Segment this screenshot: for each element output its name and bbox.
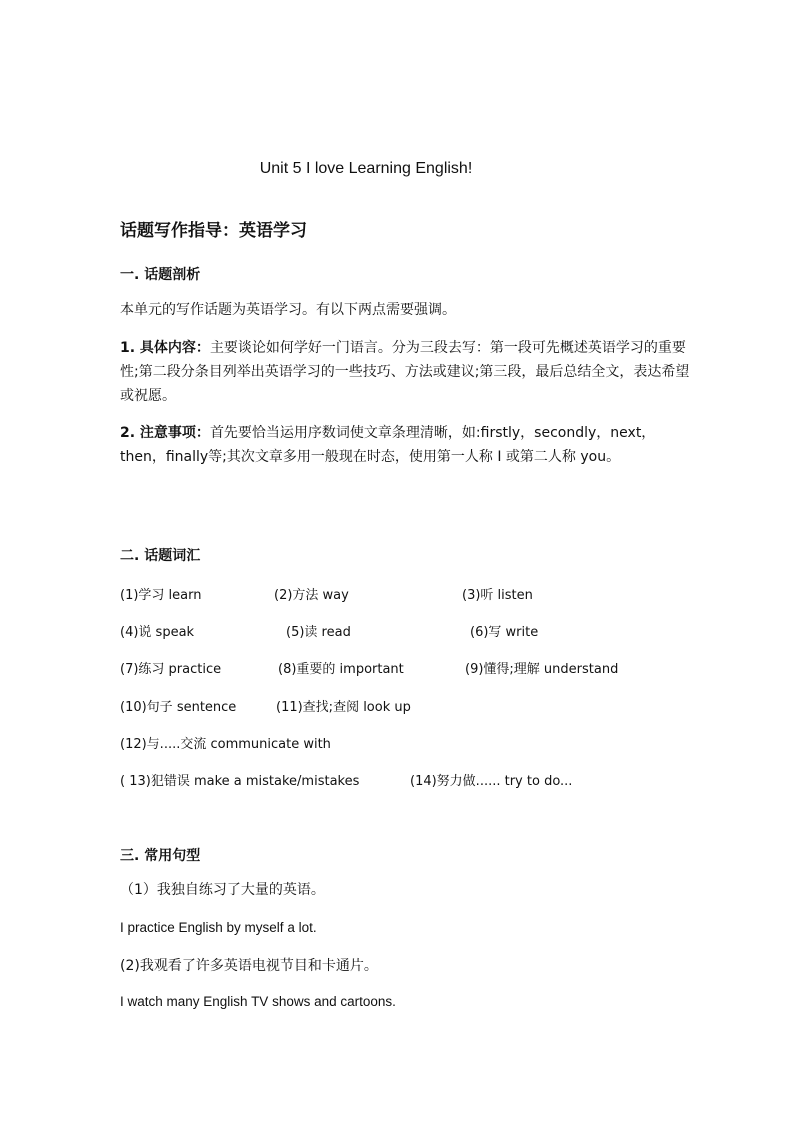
sentence-en: I practice English by myself a lot. [120, 920, 317, 935]
vocab-item: (14)努力做...... try to do... [410, 774, 573, 789]
sentence-en: I watch many English TV shows and cartoons. [120, 994, 396, 1009]
vocab-item: (6)写 write [470, 625, 539, 640]
point2-paragraph [120, 421, 690, 469]
point1-text: 主要谈论如何学好一门语言。分为三段去写：第一段可先概述英语学习的重要性;第二段分条目列举出英语学习的一些技巧、方法或建议;第三段，最后总结全文，表达希望或祝愿。 [120, 340, 690, 404]
sentence-cn: (2)我观看了许多英语电视节目和卡通片。 [120, 958, 378, 974]
vocab-item: (11)查找;查阅 look up [276, 700, 411, 715]
vocab-item: (12)与.....交流 communicate with [120, 737, 331, 752]
section1-heading: 一. 话题剖析 [120, 267, 201, 283]
page-title: Unit 5 I love Learning English! [259, 160, 473, 177]
vocab-item: (7)练习 practice [120, 662, 222, 677]
vocab-item: (9)懂得;理解 understand [465, 662, 619, 677]
vocab-item: (4)说 speak [120, 625, 195, 640]
point2-label: 2. 注意事项： [120, 425, 210, 441]
vocab-item: (10)句子 sentence [120, 700, 237, 715]
vocab-item: (2)方法 way [274, 588, 349, 603]
vocab-item: (5)读 read [286, 625, 351, 640]
point2-text: 首先要恰当运用序数词使文章条理清晰，如:firstly，secondly，next，then，finally等;其次文章多用一般现在时态，使用第一人称 I 或第二人称 you。 [120, 425, 656, 465]
vocab-item: ( 13)犯错误 make a mistake/mistakes [120, 774, 360, 789]
section2-heading: 二. 话题词汇 [120, 548, 201, 564]
vocab-item: (8)重要的 important [278, 662, 404, 677]
section3-heading: 三. 常用句型 [120, 848, 201, 864]
section1-intro: 本单元的写作话题为英语学习。有以下两点需要强调。 [120, 302, 456, 318]
point1-label: 1. 具体内容： [120, 340, 210, 356]
guide-heading: 话题写作指导：英语学习 [120, 221, 307, 241]
vocab-item: (3)听 listen [462, 588, 533, 603]
sentence-cn: （1）我独自练习了大量的英语。 [120, 882, 325, 898]
vocab-item: (1)学习 learn [120, 588, 202, 603]
point1-paragraph [120, 336, 690, 408]
